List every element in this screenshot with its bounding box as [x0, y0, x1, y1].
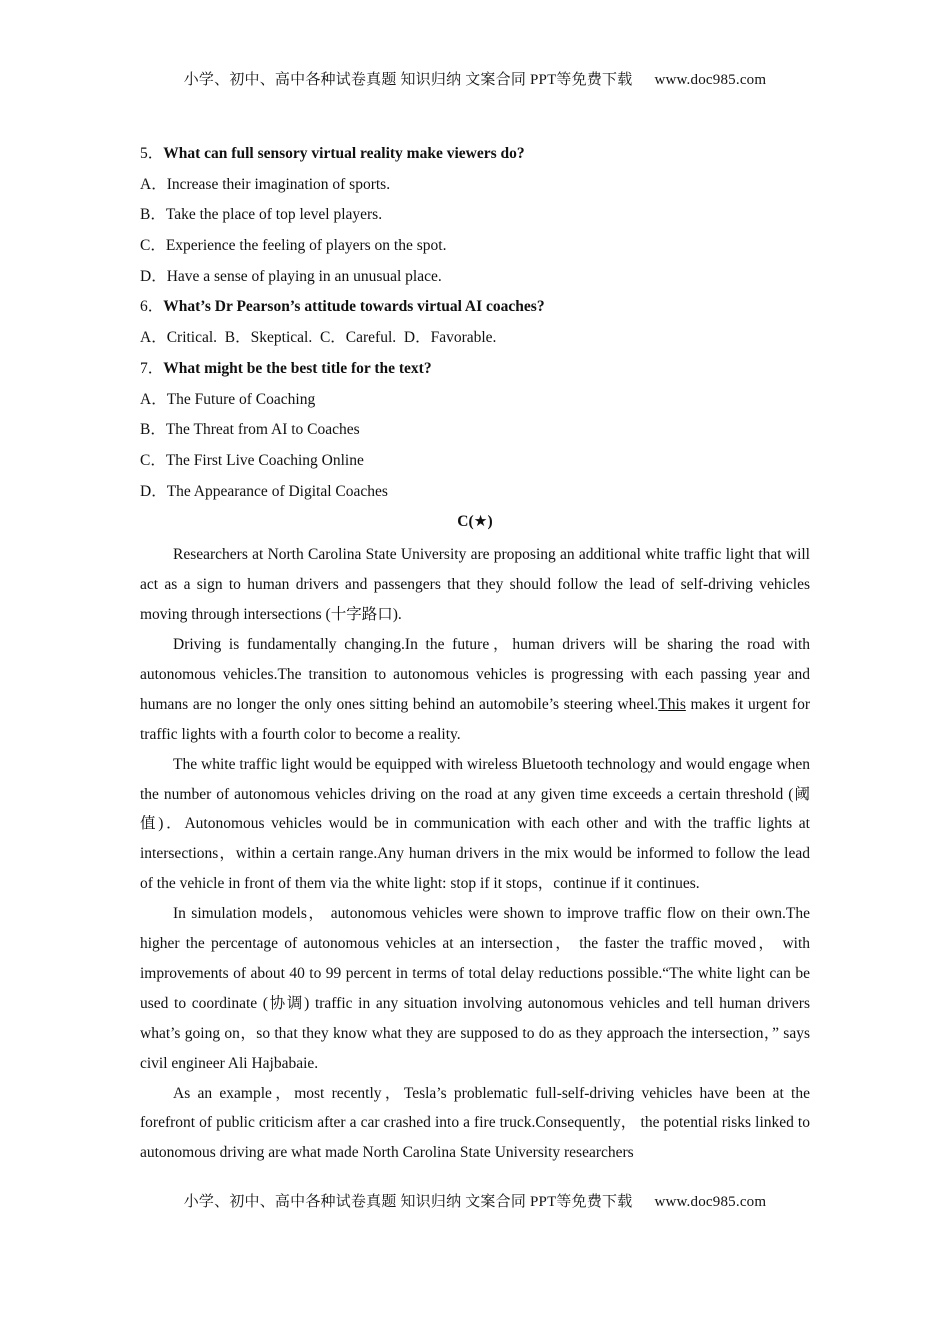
paragraph-2-text-before: Driving is fundamentally changing.In the future，human drivers will be sharing the road with autonomous vehicles.The transition to autonomous vehicles is progressing with each passing year and humans are no longer the only ones sitting behind an automobile’s steering wheel.: [140, 635, 810, 713]
header-site[interactable]: www.doc985.com: [654, 72, 767, 88]
section-c-close: ): [487, 513, 493, 531]
question-6-stem: What’s Dr Pearson’s attitude towards virtual AI coaches?: [163, 298, 545, 316]
question-5-option-b: B．Take the place of top level players.: [140, 206, 383, 224]
question-7-option-d: D．The Appearance of Digital Coaches: [140, 482, 388, 500]
question-5-number: 5．: [140, 145, 164, 162]
footer-text: 小学、初中、高中各种试卷真题 知识归纳 文案合同 PPT等免费下载: [183, 1194, 633, 1210]
question-5: [140, 142, 810, 173]
question-7: [140, 357, 810, 388]
passage-paragraph-4: In simulation models， autonomous vehicles were shown to improve traffic flow on their own.The higher the percentage of autonomous vehicles at an intersection， the faster the traffic moved， with improvements of about 40 to 99 percent in terms of total delay reductions possible.“The white light can be used to coordinate (协调) traffic in any situation involving autonomous vehicles and tell human drivers what’s going on，so that they know what they are supposed to do as they approach the intersection，” says civil engineer Ali Hajbabaie.: [140, 905, 810, 1072]
question-6-number: 6．: [140, 298, 164, 316]
passage-paragraph-1: Researchers at North Carolina State University are proposing an additional white traffic light that will act as a sign to human drivers and passengers that they should follow the lead of self-driving vehicles moving through intersections (十字路口).: [140, 546, 810, 624]
question-5-option-d: D．Have a sense of playing in an unusual place.: [140, 267, 442, 285]
section-c-letter: C(: [457, 513, 474, 531]
header-text: 小学、初中、高中各种试卷真题 知识归纳 文案合同 PPT等免费下载: [183, 72, 633, 88]
star-icon: ★: [473, 513, 488, 531]
paragraph-2-text-after: makes it urgent for traffic lights with a fourth color to become a reality.: [140, 695, 810, 743]
passage-paragraph-2: [140, 630, 810, 750]
page-footer: [0, 1190, 950, 1211]
question-7-option-a: A．The Future of Coaching: [140, 390, 316, 408]
question-5-option-c: C．Experience the feeling of players on the spot.: [140, 237, 447, 255]
question-7-number: 7．: [140, 359, 164, 377]
underlined-word-this: This: [658, 695, 686, 713]
question-7-stem: What might be the best title for the text?: [163, 359, 432, 377]
document-body: [140, 142, 810, 1168]
section-c-heading: [140, 510, 810, 540]
footer-site[interactable]: www.doc985.com: [654, 1194, 767, 1210]
passage-paragraph-5: As an example，most recently，Tesla’s problematic full-self-driving vehicles have been at the forefront of public criticism after a car crashed into a fire truck.Consequently， the potential risks linked to autonomous driving are what made North Carolina State University researchers: [140, 1084, 810, 1162]
question-7-option-b: B．The Threat from AI to Coaches: [140, 421, 360, 439]
question-6-options: A．Critical. B．Skeptical. C．Careful. D．Favorable.: [140, 329, 497, 347]
question-5-option-a: A．Increase their imagination of sports.: [140, 175, 391, 193]
question-7-option-c: C．The First Live Coaching Online: [140, 451, 364, 469]
question-5-stem: What can full sensory virtual reality make viewers do?: [163, 145, 525, 162]
page-header: [0, 68, 950, 89]
passage-paragraph-3: The white traffic light would be equipped with wireless Bluetooth technology and would engage when the number of autonomous vehicles driving on the road at any given time exceeds a certain threshold (阈值)．Autonomous vehicles would be in communication with each other and with the traffic lights at intersections，within a certain range.Any human drivers in the mix would be informed to follow the lead of the vehicle in front of them via the white light: stop if it stops，continue if it continues.: [140, 755, 810, 893]
question-6: [140, 295, 810, 326]
